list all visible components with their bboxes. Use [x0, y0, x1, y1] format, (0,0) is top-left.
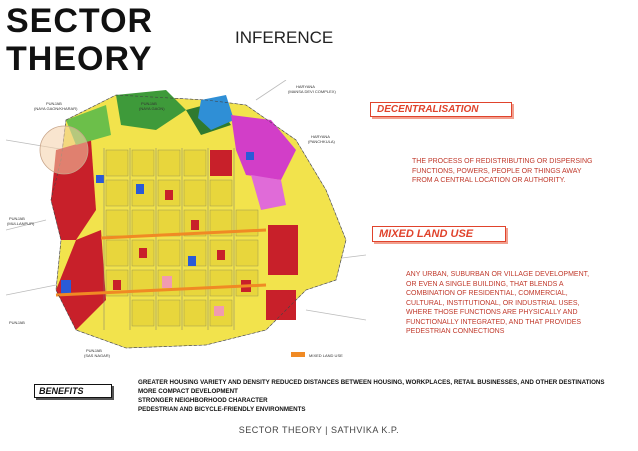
map-label-haryana-top: HARYANA [296, 84, 315, 89]
decentralisation-description [412, 157, 612, 186]
map-label-haryana-top-sub: (MANSA DEVI COMPLEX) [288, 89, 336, 94]
benefit-item: MORE COMPACT DEVELOPMENT [138, 388, 238, 395]
mixed-land-use-line: ANY URBAN, SUBURBAN OR VILLAGE DEVELOPMENT, [406, 271, 590, 278]
map-label-punjab-left-top-sub: (NAYA GAON/KHARAR) [34, 106, 78, 111]
map-label-haryana-right: HARYANA [311, 134, 330, 139]
map-label-punjab-left: PUNJAB [9, 216, 25, 221]
map-label-punjab-bottom-sub: (SAS NAGAR) [84, 353, 111, 358]
mixed-land-use-description [406, 270, 616, 337]
mixed-land-use-line: WHERE THOSE FUNCTIONS ARE PHYSICALLY AND [406, 309, 578, 316]
sector-master-plan-map [6, 80, 366, 372]
benefits-label: BENEFITS [34, 384, 112, 398]
mixed-land-use-line: CULTURAL, INSTITUTIONAL, OR INDUSTRIAL USES, [406, 299, 580, 307]
map-label-punjab-left-top: PUNJAB [46, 101, 62, 106]
map-label-haryana-right-sub: (PANCHKULA) [308, 139, 335, 144]
title-line-1: SECTOR [6, 2, 154, 40]
mixed-land-use-line: FUNCTIONALLY INTEGRATED, AND THAT PROVIDES [406, 318, 582, 326]
decentralisation-line: FUNCTIONS, POWERS, PEOPLE OR THINGS AWAY [412, 167, 582, 175]
inference-heading: INFERENCE [235, 28, 334, 47]
title-line-2: THEORY [6, 40, 153, 78]
page-footer: SECTOR THEORY | SATHVIKA K.P. [238, 425, 400, 435]
mixed-land-use-line: COMBINATION OF RESIDENTIAL, COMMERCIAL, [406, 290, 568, 297]
mixed-land-use-line: OR EVEN A SINGLE BUILDING, THAT BLENDS A [406, 280, 564, 288]
decentralisation-line: THE PROCESS OF REDISTRIBUTING OR DISPERSING [412, 158, 593, 165]
decentralisation-tag: DECENTRALISATION [370, 102, 512, 117]
mixed-land-use-tag: MIXED LAND USE [372, 226, 506, 242]
benefits-list [138, 378, 605, 414]
map-label-punjab-bottom-left: PUNJAB [9, 320, 25, 325]
benefit-item: STRONGER NEIGHBORHOOD CHARACTER [138, 397, 268, 404]
benefit-item: GREATER HOUSING VARIETY AND DENSITY REDUCED DISTANCES BETWEEN HOUSING, WORKPLACES, RETAIL BUSINESSES, AND OTHER DESTINATIONS [138, 379, 605, 386]
decentralisation-line: FROM A CENTRAL LOCATION OR AUTHORITY. [412, 177, 566, 184]
benefit-item: PEDESTRIAN AND BICYCLE-FRIENDLY ENVIRONMENTS [138, 406, 306, 413]
map-legend-mixed: MIXED LAND USE [309, 353, 343, 358]
map-label-punjab-top-sub: (NAYA GAON) [139, 106, 165, 111]
map-label-punjab-left-sub: (MULLANPUR) [7, 221, 35, 226]
map-label-punjab-top: PUNJAB [141, 101, 157, 106]
map-label-punjab-bottom: PUNJAB [86, 348, 102, 353]
page-title [6, 2, 153, 78]
mixed-land-use-line: PEDESTRIAN CONNECTIONS [406, 328, 505, 335]
